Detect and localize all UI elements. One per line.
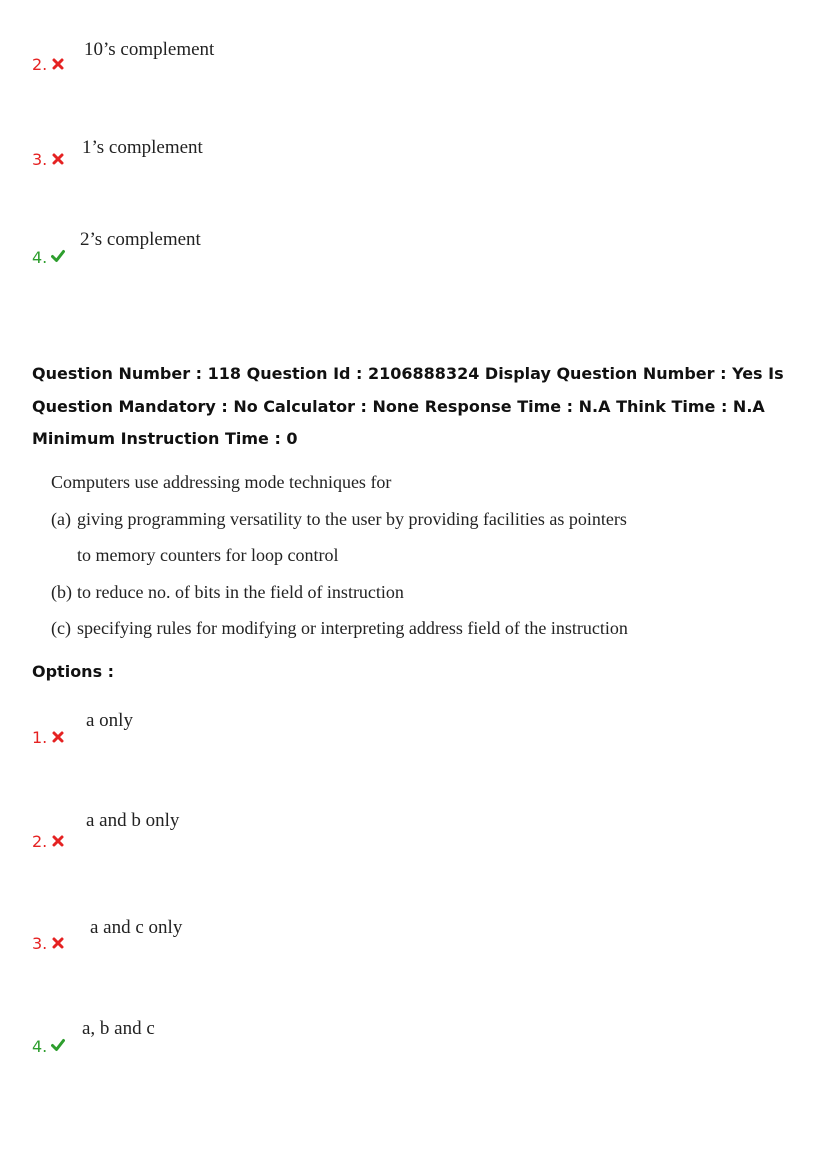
option-number: 4. xyxy=(32,1037,48,1056)
question-item xyxy=(51,582,404,603)
option-number: 2. xyxy=(32,832,48,851)
cross-icon xyxy=(51,936,65,950)
cross-icon xyxy=(51,152,65,166)
option-text: a and b only xyxy=(86,810,180,831)
option-text: a, b and c xyxy=(82,1018,155,1039)
options-label: Options : xyxy=(32,662,115,681)
item-label: (c) xyxy=(51,618,71,638)
option-text: 2’s complement xyxy=(80,229,201,250)
item-label: (b) xyxy=(51,582,72,602)
item-text: giving programming versatility to the user by providing facilities as pointers xyxy=(77,509,627,529)
option-number: 3. xyxy=(32,934,48,953)
option-text: a and c only xyxy=(90,917,183,938)
cross-icon xyxy=(51,57,65,71)
check-icon xyxy=(51,1038,65,1052)
check-icon xyxy=(51,249,65,263)
cross-icon xyxy=(51,730,65,744)
question-header: Question Number : 118 Question Id : 2106888324 Display Question Number : Yes Is Question Mandatory : No Calculator : None Response Time : N.A Think Time : N.A Minimum Instruction Time : 0 xyxy=(32,364,784,448)
option-number: 2. xyxy=(32,55,48,74)
question-stem: Computers use addressing mode techniques for xyxy=(51,472,392,492)
option-number: 1. xyxy=(32,728,48,747)
item-label: (a) xyxy=(51,509,71,529)
item-text: to reduce no. of bits in the field of instruction xyxy=(77,582,404,602)
question-item xyxy=(51,509,627,530)
option-text: 1’s complement xyxy=(82,137,203,158)
option-text: a only xyxy=(86,710,133,731)
question-item-continuation: to memory counters for loop control xyxy=(77,545,339,565)
option-number: 4. xyxy=(32,248,48,267)
item-text: specifying rules for modifying or interpreting address field of the instruction xyxy=(77,618,628,638)
cross-icon xyxy=(51,834,65,848)
option-number: 3. xyxy=(32,150,48,169)
question-item xyxy=(51,618,628,639)
option-text: 10’s complement xyxy=(84,39,215,60)
